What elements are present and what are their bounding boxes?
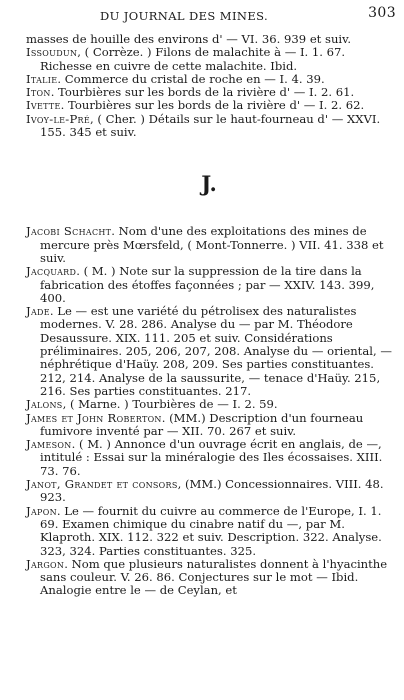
index-entry-ivoy-le-pre [26,113,392,140]
entry-head: Jameson [26,437,72,452]
entry-head: Japon [26,503,57,518]
index-entry-masses [26,33,392,46]
entry-text: . Commerce du cristal de roche en — I. 4. 39. [57,71,325,86]
index-entry-jacobi-schacht [26,225,392,265]
entry-text: . ( M. ) Annonce d'un ouvrage écrit en anglais, de —, intitulé : Essai sur la minéralogie des Iles écossaises. XIII. 73. 76. [40,437,383,478]
index-body [26,33,392,598]
index-entry-ivette [26,99,392,112]
entry-text: . ( M. ) Note sur la suppression de la tire dans la fabrication des étoffes façonnées ; par — XXIV. 143. 399, 400. [40,264,375,305]
entry-text: , ( Cher. ) Détails sur le haut-fourneau d' — XXVI. 155. 345 et suiv. [40,111,381,140]
entry-text: . (MM.) Description d'un fourneau fumivore inventé par — XII. 70. 267 et suiv. [40,410,364,438]
entry-head: Jargon [26,556,65,571]
index-entry-jameson [26,438,392,478]
page-number: 303 [368,5,396,21]
entry-text: . Tourbières sur les bords de la rivière d' — I. 2. 61. [50,85,355,100]
index-entry-iton [26,86,392,99]
index-entry-jalons [26,398,392,411]
entry-text: , (MM.) Concessionnaires. VIII. 48. 923. [40,477,384,505]
entry-head: Ivoy-le-Pré [26,111,91,126]
entry-head: Jacobi Schacht [26,224,112,239]
index-entry-issoudun [26,46,392,73]
entry-text: . Le — est une variété du pétrolisex des naturalistes modernes. V. 28. 286. Analyse du — par M. Théodore Desaussure. XIX. 111. 205 et suiv. Considérations préliminaires. 205, 206, 207, 208. Analyse du — oriental, — néphrétique d'Haüy. 208, 209. Ses parties constituantes. 212, 214. Analyse de la saussurite, — tenace d'Haüy. 215, 216. Ses parties constituantes. 217. [40,304,392,398]
entry-head: James et John Roberton [26,410,162,425]
entry-text: . Nom d'une des exploitations des mines de mercure près Mœrsfeld, ( Mont-Tonnerre. ) VII. 41. 338 et suiv. [40,224,384,265]
index-entry-jacquard [26,265,392,305]
running-header [0,3,404,25]
entry-text: . Le — fournit du cuivre au commerce de l'Europe, I. 1. 69. Examen chimique du cinabre natif du —, par M. Klaproth. XIX. 112. 322 et suiv. Description. 322. Analyse. 323, 324. Parties constituantes. 325. [40,503,382,558]
index-entry-jargon [26,558,392,598]
entry-text: . Tourbières sur les bords de la rivière d' — I. 2. 62. [60,98,365,113]
entry-head: Janot, Grandet et consors [26,477,178,492]
entry-head: Iton [26,85,51,100]
entry-head: Italie [26,71,58,86]
entry-text: , ( Marne. ) Tourbières de — I. 2. 59. [62,397,278,412]
section-letter-heading: J. [201,171,217,197]
index-entry-italie [26,73,392,86]
index-entry-jade [26,305,392,398]
entry-head: Jalons [26,397,63,412]
entry-head: Jade [26,304,50,319]
index-entry-japon [26,505,392,558]
entry-head: Ivette [26,98,61,113]
running-title: DU JOURNAL DES MINES. [100,9,269,23]
index-entry-james-roberton [26,412,392,439]
entry-text: . Nom que plusieurs naturalistes donnent à l'hyacinthe sans couleur. V. 26. 86. Conjectures sur le mot — Ibid. Analogie entre le — de Ceylan, et [40,556,388,598]
index-entry-janot [26,478,392,505]
entry-text: , ( Corrèze. ) Filons de malachite à — I. 1. 67. Richesse en cuivre de cette malachite. Ibid. [40,45,346,73]
entry-head: Issoudun [26,45,78,60]
entry-head: Jacquard [26,264,77,279]
entry-text: masses de houille des environs d' — VI. 36. 939 et suiv. [26,32,352,46]
